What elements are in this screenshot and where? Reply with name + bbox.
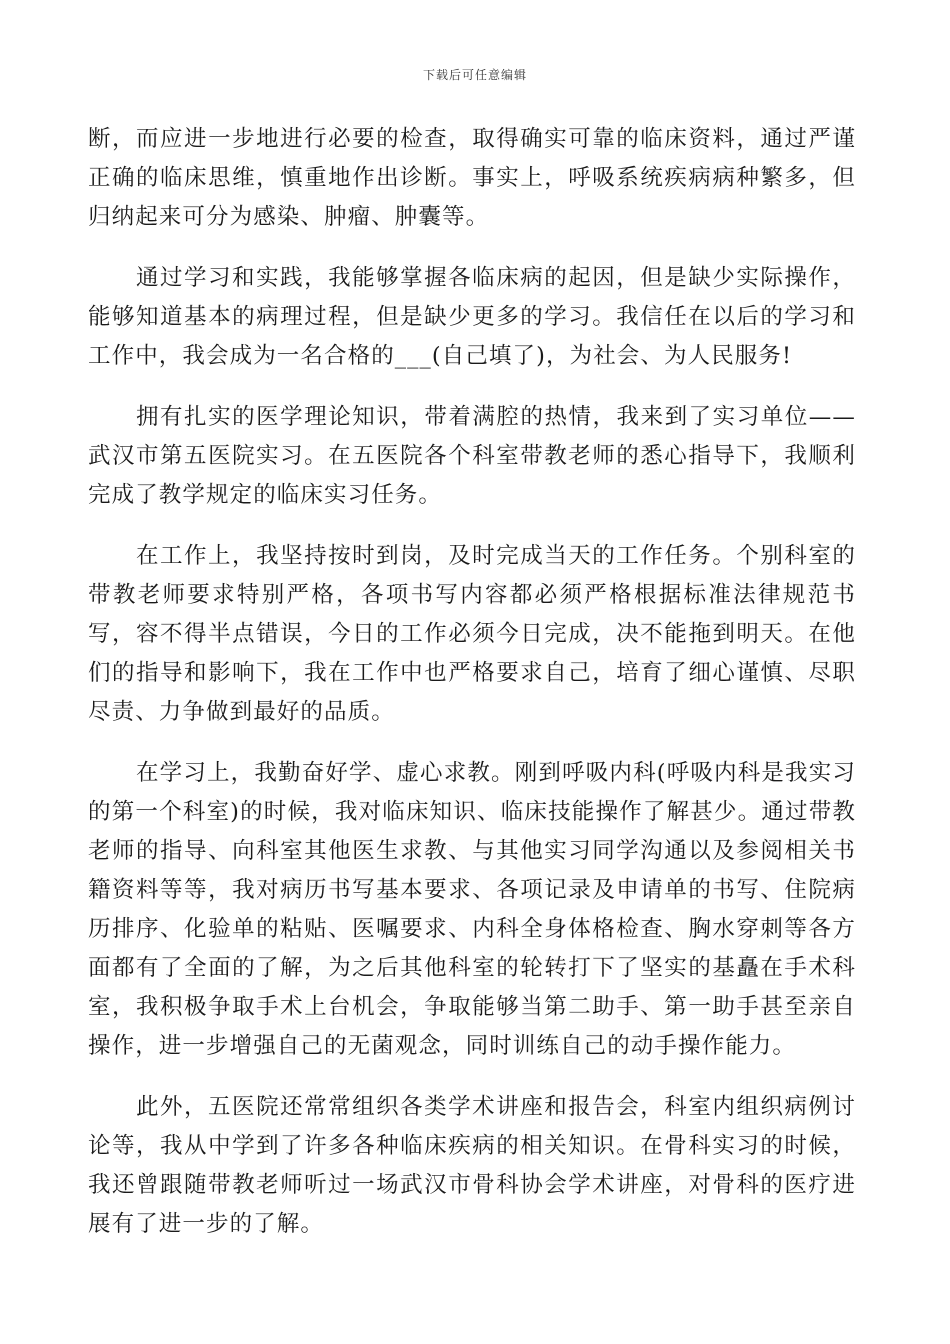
- paragraph-1: 断，而应进一步地进行必要的检查，取得确实可靠的临床资料，通过严谨正确的临床思维，慎重地作出诊断。事实上，呼吸系统疾病病种繁多，但归纳起来可分为感染、肿瘤、肿囊等。: [88, 126, 856, 230]
- paragraph-4: 在工作上，我坚持按时到岗，及时完成当天的工作任务。个别科室的带教老师要求特别严格，各项书写内容都必须严格根据标准法律规范书写，容不得半点错误，今日的工作必须今日完成，决不能拖到明天。在他们的指导和影响下，我在工作中也严格要求自己，培育了细心谨慎、尽职尽责、力争做到最好的品质。: [88, 543, 856, 725]
- paragraph-6: 此外，五医院还常常组织各类学术讲座和报告会，科室内组织病例讨论等，我从中学到了许多各种临床疾病的相关知识。在骨科实习的时候，我还曾跟随带教老师听过一场武汉市骨科协会学术讲座，对骨科的医疗进展有了进一步的了解。: [88, 1094, 856, 1237]
- page-header: 下载后可任意编辑: [422, 68, 527, 82]
- paragraph-2: 通过学习和实践，我能够掌握各临床病的起因，但是缺少实际操作，能够知道基本的病理过程，但是缺少更多的学习。我信任在以后的学习和工作中，我会成为一名合格的___(自己填了)，为社会、为人民服务!: [88, 265, 856, 369]
- paragraph-3: 拥有扎实的医学理论知识，带着满腔的热情，我来到了实习单位——武汉市第五医院实习。在五医院各个科室带教老师的悉心指导下，我顺利完成了教学规定的临床实习任务。: [88, 404, 856, 508]
- document-body: [88, 120, 856, 1266]
- paragraph-5: 在学习上，我勤奋好学、虚心求教。刚到呼吸内科(呼吸内科是我实习的第一个科室)的时候，我对临床知识、临床技能操作了解甚少。通过带教老师的指导、向科室其他医生求教、与其他实习同学沟通以及参阅相关书籍资料等等，我对病历书写基本要求、各项记录及申请单的书写、住院病历排序、化验单的粘贴、医嘱要求、内科全身体格检查、胸水穿刺等各方面都有了全面的了解，为之后其他科室的轮转打下了坚实的基矗在手术科室，我积极争取手术上台机会，争取能够当第二助手、第一助手甚至亲自操作，进一步增强自己的无菌观念，同时训练自己的动手操作能力。: [88, 760, 856, 1059]
